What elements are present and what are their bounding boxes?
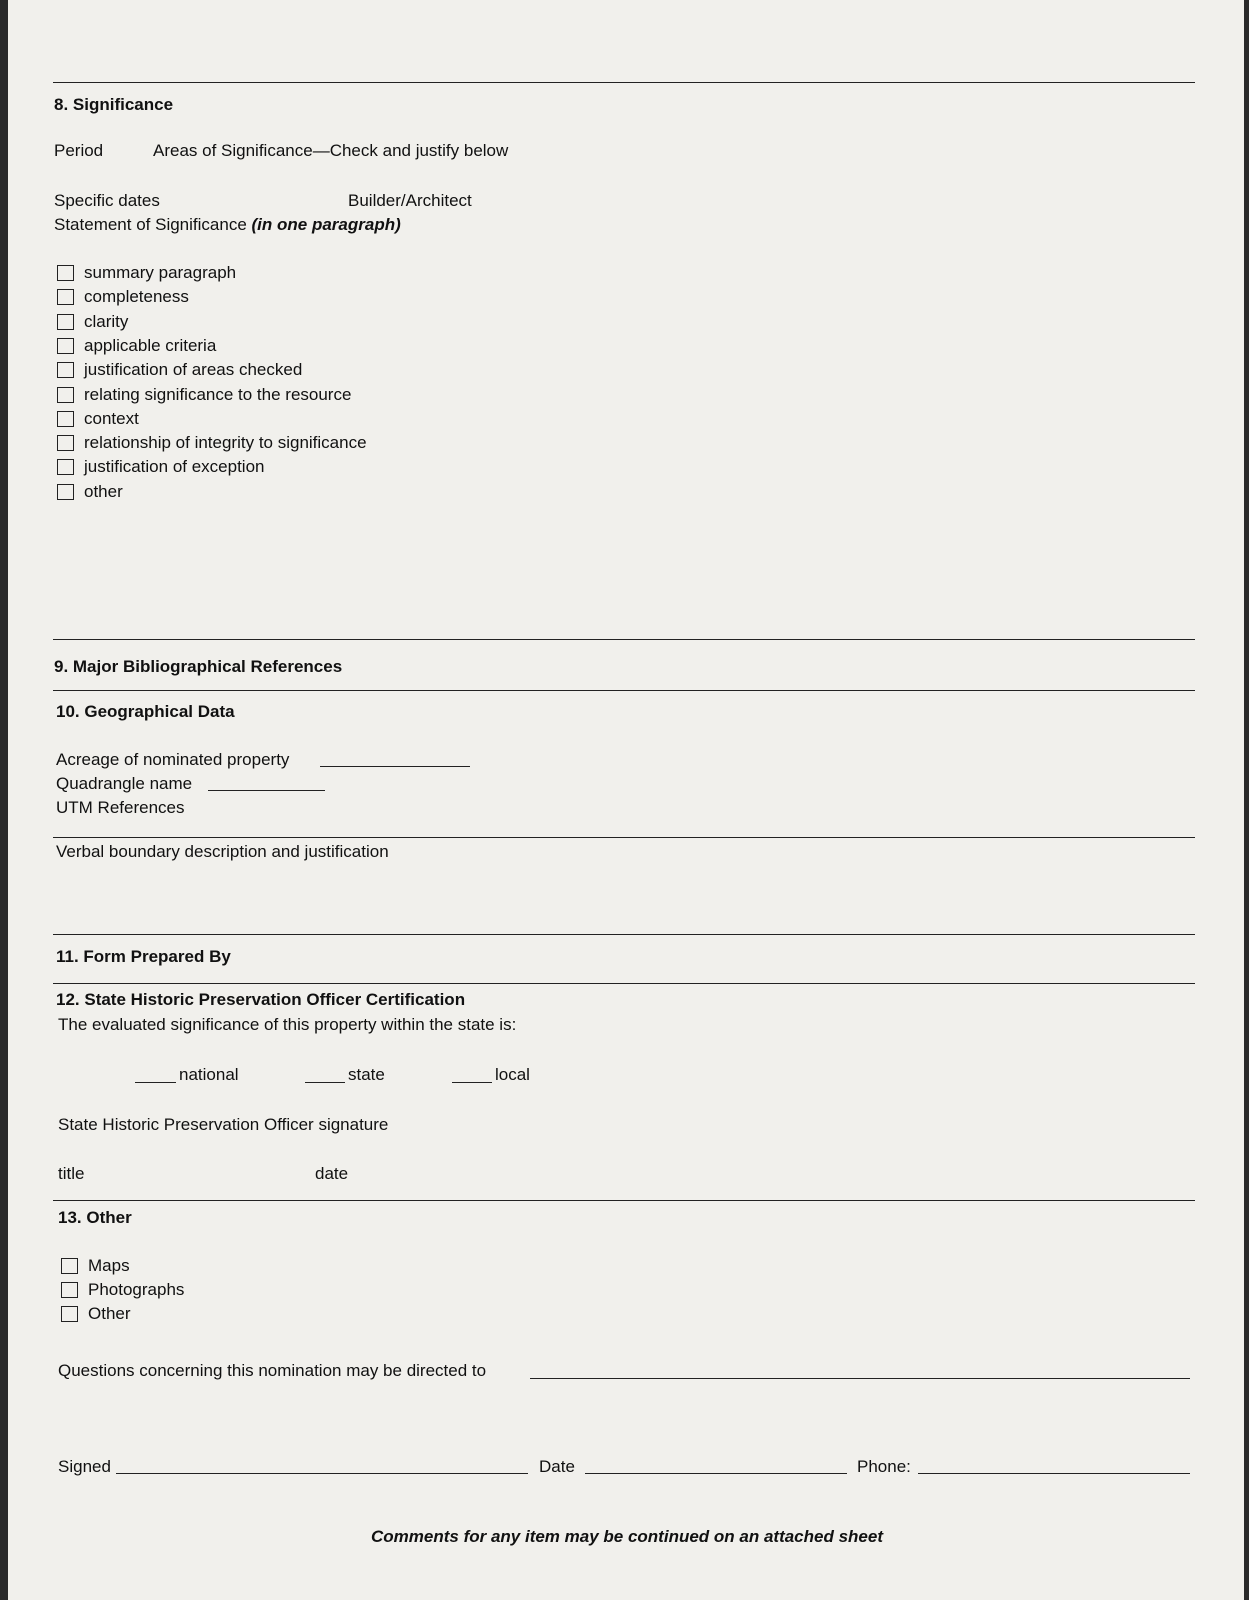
national-blank[interactable] xyxy=(135,1082,176,1083)
significance-item-label: relating significance to the resource xyxy=(84,384,352,404)
section-13-heading: 13. Other xyxy=(58,1208,132,1227)
utm-references-label: UTM References xyxy=(56,798,185,817)
significance-item-label: completeness xyxy=(84,287,189,307)
significance-item-checkbox[interactable] xyxy=(57,314,74,330)
period-label: Period xyxy=(54,141,104,160)
acreage-field[interactable] xyxy=(320,766,470,767)
local-blank[interactable] xyxy=(452,1082,492,1083)
phone-label: Phone: xyxy=(857,1457,911,1476)
signed-field[interactable] xyxy=(116,1473,528,1474)
state-blank[interactable] xyxy=(305,1082,345,1083)
other-item-label: Maps xyxy=(88,1256,130,1275)
other-item-checkbox[interactable] xyxy=(61,1282,78,1298)
questions-label: Questions concerning this nomination may be directed to xyxy=(58,1361,487,1380)
other-item-label: Photographs xyxy=(88,1280,185,1299)
section-11-heading: 11. Form Prepared By xyxy=(56,947,231,966)
acreage-label: Acreage of nominated property xyxy=(56,750,290,769)
significance-item-checkbox[interactable] xyxy=(57,484,74,500)
significance-item-label: other xyxy=(84,481,123,501)
significance-item-label: clarity xyxy=(84,311,129,331)
local-label: local xyxy=(495,1065,530,1084)
significance-item-checkbox[interactable] xyxy=(57,289,74,305)
title-label: title xyxy=(58,1164,85,1183)
footer-date-field[interactable] xyxy=(585,1473,847,1474)
shpo-signature-label: State Historic Preservation Officer signature xyxy=(58,1115,389,1134)
builder-architect-label: Builder/Architect xyxy=(348,191,472,210)
section-divider xyxy=(53,82,1195,83)
specific-dates-label: Specific dates xyxy=(54,191,160,210)
section-10-heading: 10. Geographical Data xyxy=(56,702,235,721)
significance-item-label: summary paragraph xyxy=(84,263,237,282)
quadrangle-name-field[interactable] xyxy=(208,790,325,791)
footer-date-label: Date xyxy=(539,1457,575,1476)
state-label: state xyxy=(348,1065,385,1084)
quadrangle-name-label: Quadrangle name xyxy=(56,774,193,793)
significance-item-label: justification of areas checked xyxy=(84,360,303,380)
section-divider xyxy=(53,1200,1195,1201)
significance-item-label: relationship of integrity to significance xyxy=(84,433,367,453)
phone-field[interactable] xyxy=(918,1473,1190,1474)
other-item-checkbox[interactable] xyxy=(61,1258,78,1274)
section-9-heading: 9. Major Bibliographical References xyxy=(54,657,343,676)
significance-item-checkbox[interactable] xyxy=(57,435,74,451)
comments-note: Comments for any item may be continued on an attached sheet xyxy=(371,1527,883,1546)
signed-label: Signed xyxy=(58,1457,111,1476)
date-label: date xyxy=(315,1164,349,1183)
scan-left-edge xyxy=(0,0,8,1600)
areas-of-significance-label: Areas of Significance—Check and justify below xyxy=(153,141,509,160)
significance-item-checkbox[interactable] xyxy=(57,411,74,427)
verbal-boundary-label: Verbal boundary description and justification xyxy=(56,842,389,861)
evaluated-significance-text: The evaluated significance of this property within the state is: xyxy=(58,1015,517,1034)
significance-item-checkbox[interactable] xyxy=(57,362,74,378)
section-8-heading: 8. Significance xyxy=(54,95,174,114)
statement-of-significance-label: Statement of Significance (in one paragraph) xyxy=(54,215,401,234)
significance-item-checkbox[interactable] xyxy=(57,338,74,354)
significance-item-checkbox[interactable] xyxy=(57,387,74,403)
statement-note: (in one paragraph) xyxy=(251,215,401,234)
significance-item-checkbox[interactable] xyxy=(57,265,74,281)
significance-item-checkbox[interactable] xyxy=(57,459,74,475)
section-divider xyxy=(53,639,1195,640)
section-divider xyxy=(53,983,1195,984)
significance-item-label: context xyxy=(84,408,139,428)
section-divider xyxy=(53,837,1195,838)
significance-item-label: justification of exception xyxy=(84,457,265,477)
national-label: national xyxy=(179,1065,239,1084)
other-item-label: Other xyxy=(88,1304,131,1323)
other-item-checkbox[interactable] xyxy=(61,1306,78,1322)
section-divider xyxy=(53,690,1195,691)
section-divider xyxy=(53,934,1195,935)
questions-contact-field[interactable] xyxy=(530,1378,1190,1379)
significance-item-label: applicable criteria xyxy=(84,335,217,355)
section-12-heading: 12. State Historic Preservation Officer Certification xyxy=(56,990,466,1009)
scan-right-edge xyxy=(1244,0,1249,1600)
